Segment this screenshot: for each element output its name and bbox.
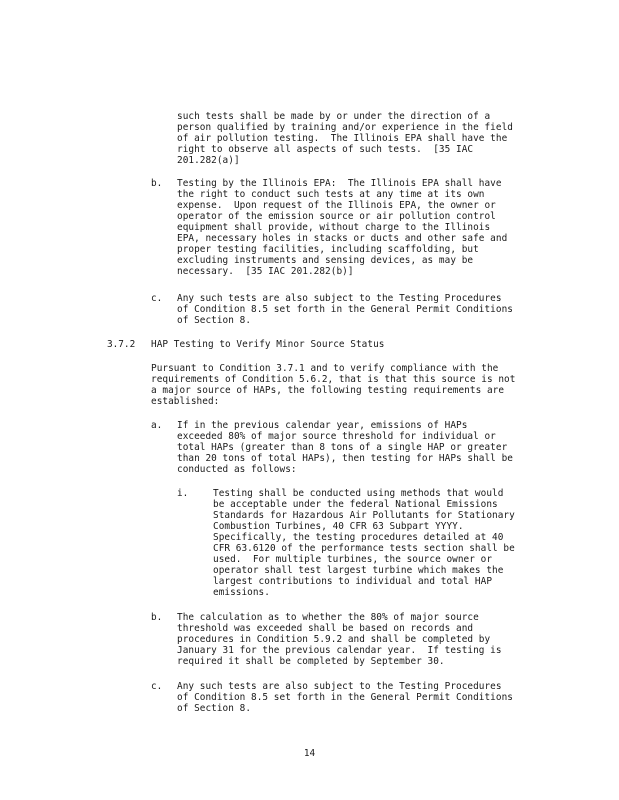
text-line: person qualified by training and/or experience in the field xyxy=(177,122,513,133)
text-line: of Condition 8.5 set forth in the General Permit Conditions xyxy=(177,692,513,703)
text-line: a major source of HAPs, the following testing requirements are xyxy=(151,385,505,396)
text-line: proper testing facilities, including scaffolding, but xyxy=(177,244,479,255)
text-line: Combustion Turbines, 40 CFR 63 Subpart YYYY. xyxy=(213,521,464,532)
text-line: Testing shall be conducted using methods that would xyxy=(213,488,504,499)
text-line: equipment shall provide, without charge to the Illinois xyxy=(177,222,491,233)
text-line: established: xyxy=(151,396,220,407)
text-line: of air pollution testing. The Illinois EPA shall have the xyxy=(177,133,508,144)
text-line: used. For multiple turbines, the source owner or xyxy=(213,554,493,565)
text-line: conducted as follows: xyxy=(177,464,297,475)
text-line: Standards for Hazardous Air Pollutants for Stationary xyxy=(213,510,515,521)
text-line: than 20 tons of total HAPs), then testing for HAPs shall be xyxy=(177,453,513,464)
text-line: necessary. [35 IAC 201.282(b)] xyxy=(177,266,354,277)
text-line: of Section 8. xyxy=(177,315,252,326)
text-line: total HAPs (greater than 8 tons of a single HAP or greater xyxy=(177,442,508,453)
subitem-label: i. xyxy=(177,488,189,499)
text-line: of Section 8. xyxy=(177,703,252,714)
text-line: January 31 for the previous calendar year. If testing is xyxy=(177,645,502,656)
text-line: If in the previous calendar year, emissions of HAPs xyxy=(177,420,468,431)
text-line: required it shall be completed by September 30. xyxy=(177,656,445,667)
item-label: a. xyxy=(151,420,163,431)
text-line: Pursuant to Condition 3.7.1 and to verify compliance with the xyxy=(151,363,499,374)
text-line: threshold was exceeded shall be based on records and xyxy=(177,623,474,634)
text-line: operator of the emission source or air pollution control xyxy=(177,211,496,222)
text-line: of Condition 8.5 set forth in the General Permit Conditions xyxy=(177,304,513,315)
page-number: 14 xyxy=(303,748,316,759)
text-line: largest contributions to individual and total HAP xyxy=(213,576,493,587)
text-line: procedures in Condition 5.9.2 and shall be completed by xyxy=(177,634,491,645)
text-line: Any such tests are also subject to the Testing Procedures xyxy=(177,293,502,304)
section-title: HAP Testing to Verify Minor Source Status xyxy=(151,339,385,350)
item-label: c. xyxy=(151,681,163,692)
text-line: The calculation as to whether the 80% of major source xyxy=(177,612,479,623)
text-line: Specifically, the testing procedures detailed at 40 xyxy=(213,532,504,543)
text-line: Testing by the Illinois EPA: The Illinois EPA shall have xyxy=(177,178,502,189)
item-label: b. xyxy=(151,178,163,189)
text-line: operator shall test largest turbine which makes the xyxy=(213,565,504,576)
text-line: be acceptable under the federal National Emissions xyxy=(213,499,498,510)
text-line: 201.282(a)] xyxy=(177,155,240,166)
text-line: such tests shall be made by or under the direction of a xyxy=(177,111,491,122)
text-line: CFR 63.6120 of the performance tests section shall be xyxy=(213,543,515,554)
item-label: c. xyxy=(151,293,163,304)
text-line: expense. Upon request of the Illinois EPA, the owner or xyxy=(177,200,496,211)
text-line: EPA, necessary holes in stacks or ducts and other safe and xyxy=(177,233,508,244)
text-line: exceeded 80% of major source threshold for individual or xyxy=(177,431,496,442)
text-line: emissions. xyxy=(213,587,270,598)
text-line: right to observe all aspects of such tests. [35 IAC xyxy=(177,144,474,155)
item-label: b. xyxy=(151,612,163,623)
text-line: excluding instruments and sensing devices, as may be xyxy=(177,255,474,266)
text-line: Any such tests are also subject to the Testing Procedures xyxy=(177,681,502,692)
section-number: 3.7.2 xyxy=(107,339,136,350)
text-line: requirements of Condition 5.6.2, that is that this source is not xyxy=(151,374,516,385)
text-line: the right to conduct such tests at any time at its own xyxy=(177,189,485,200)
